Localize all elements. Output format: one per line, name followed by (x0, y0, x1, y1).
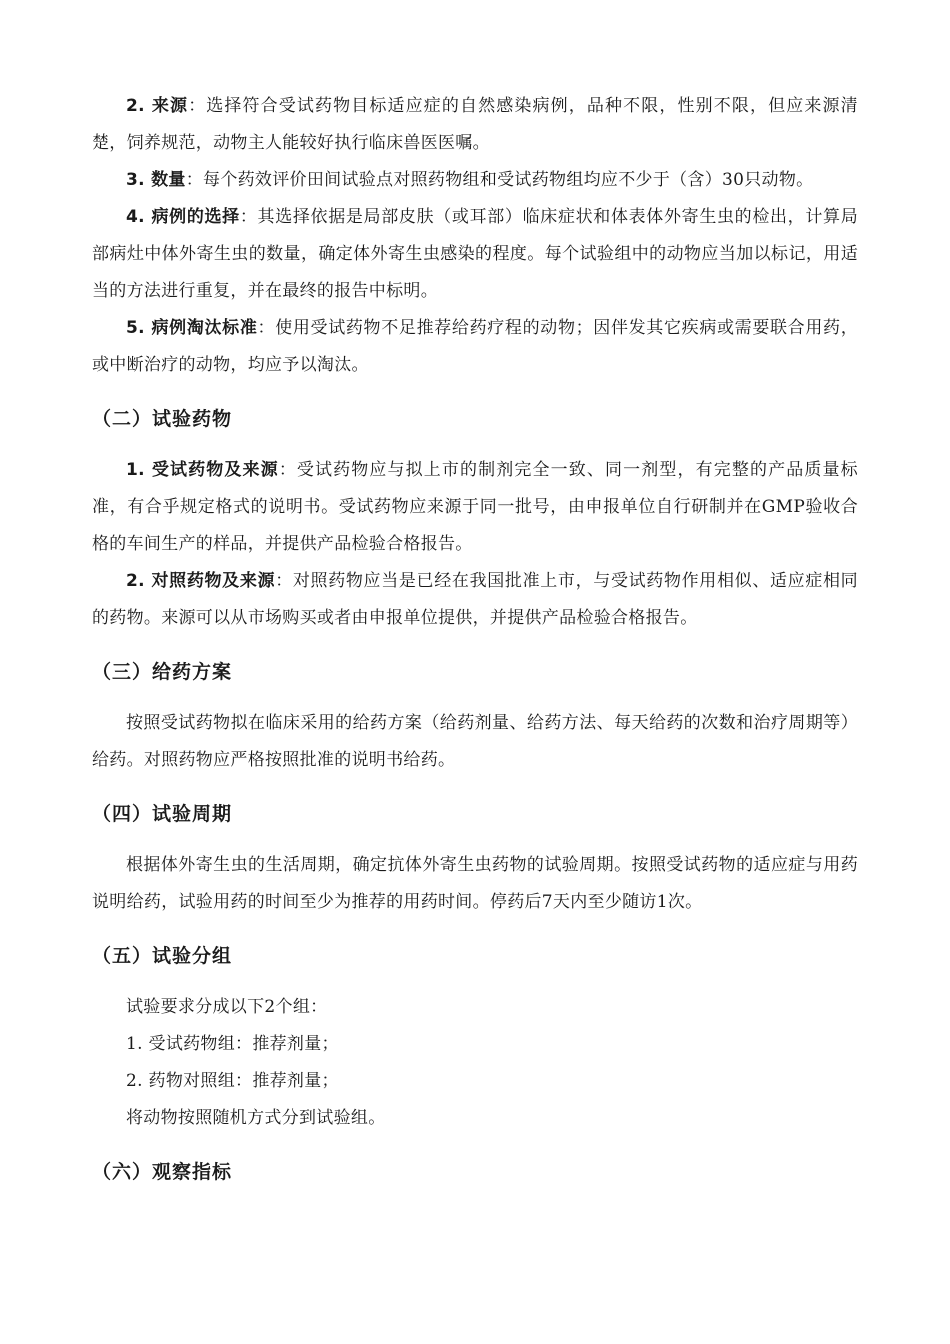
section-heading-dosing-regimen: （三）给药方案 (92, 661, 233, 683)
paragraph-text: ：使用受试药物不足推荐给药疗程的动物；因伴发其它疾病或需要联合用药，或中断治疗的动物，均应予以淘汰。 (92, 318, 858, 375)
section-heading-observation-indicators: （六）观察指标 (92, 1161, 233, 1183)
paragraph-quantity (92, 162, 858, 199)
paragraph-label: 2. 对照药物及来源 (126, 571, 276, 591)
paragraph-label: 1. 受试药物及来源 (126, 460, 279, 480)
grouping-line: 1. 受试药物组：推荐剂量； (126, 1034, 339, 1054)
grouping-line: 试验要求分成以下2个组： (126, 997, 328, 1017)
paragraph-text: ：对照药物应当是已经在我国批准上市，与受试药物作用相似、适应症相同的药物。来源可以从市场购买或者由申报单位提供，并提供产品检验合格报告。 (92, 571, 858, 628)
paragraph-control-drug-source (92, 563, 858, 637)
paragraph-dosing-regimen: 按照受试药物拟在临床采用的给药方案（给药剂量、给药方法、每天给药的次数和治疗周期等）给药。对照药物应严格按照批准的说明书给药。 (92, 713, 858, 770)
paragraph-label: 2. 来源 (126, 96, 189, 116)
paragraph-text: ：选择符合受试药物目标适应症的自然感染病例，品种不限，性别不限，但应来源清楚，饲养规范，动物主人能较好执行临床兽医医嘱。 (92, 96, 858, 153)
paragraph-test-drug-source (92, 452, 858, 563)
paragraph-exclusion-criteria (92, 310, 858, 384)
paragraph-label: 4. 病例的选择 (126, 207, 240, 227)
paragraph-test-period: 根据体外寄生虫的生活周期，确定抗体外寄生虫药物的试验周期。按照受试药物的适应症与用药说明给药，试验用药的时间至少为推荐的用药时间。停药后7天内至少随访1次。 (92, 855, 858, 912)
paragraph-text: ：每个药效评价田间试验点对照药物组和受试药物组均应不少于（含）30只动物。 (185, 170, 814, 190)
section-heading-test-drugs: （二）试验药物 (92, 408, 233, 430)
grouping-line: 2. 药物对照组：推荐剂量； (126, 1071, 339, 1091)
paragraph-text: ：其选择依据是局部皮肤（或耳部）临床症状和体表体外寄生虫的检出，计算局部病灶中体外寄生虫的数量，确定体外寄生虫感染的程度。每个试验组中的动物应当加以标记，用适当的方法进行重复，并在最终的报告中标明。 (92, 207, 858, 301)
paragraph-case-selection (92, 199, 858, 310)
paragraph-label: 3. 数量 (126, 170, 186, 190)
grouping-line: 将动物按照随机方式分到试验组。 (126, 1108, 386, 1128)
paragraph-source (92, 88, 858, 162)
document-page (92, 88, 858, 1205)
paragraph-label: 5. 病例淘汰标准 (126, 318, 258, 338)
paragraph-text: ：受试药物应与拟上市的制剂完全一致、同一剂型，有完整的产品质量标准，有合乎规定格式的说明书。受试药物应来源于同一批号，由申报单位自行研制并在GMP验收合格的车间生产的样品，并提供产品检验合格报告。 (92, 460, 858, 554)
section-heading-grouping: （五）试验分组 (92, 945, 233, 967)
section-heading-test-period: （四）试验周期 (92, 803, 233, 825)
